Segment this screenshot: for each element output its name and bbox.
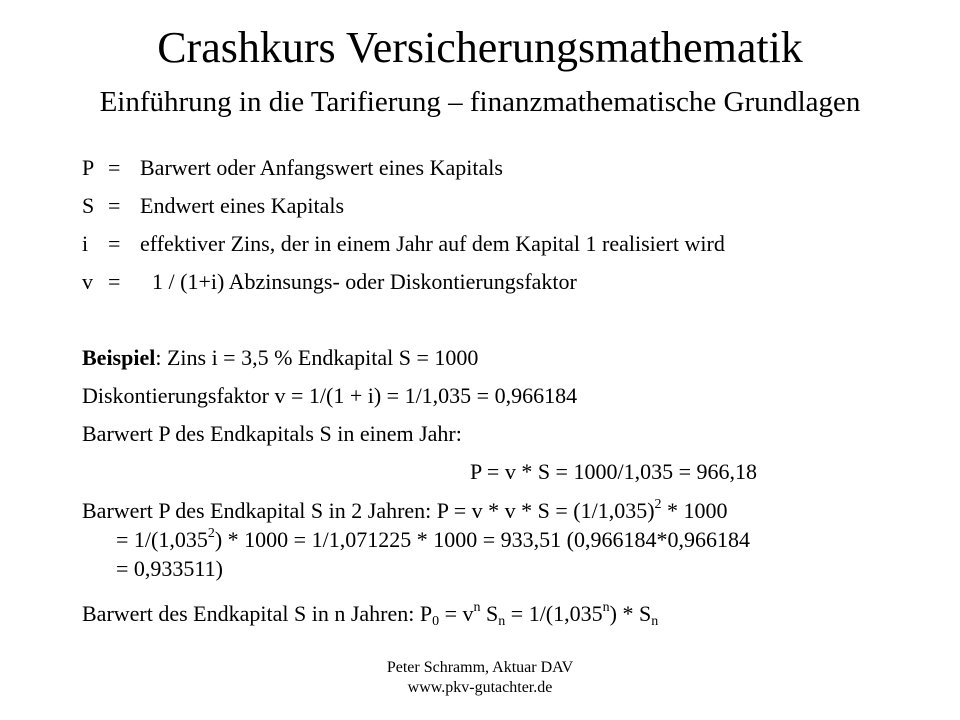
pvn-subscript: 0 bbox=[432, 614, 440, 629]
pv2-text: = 1/(1,035 bbox=[116, 527, 208, 552]
example-discount-factor: Diskontierungsfaktor v = 1/(1 + i) = 1/1,035 = 0,966184 bbox=[82, 383, 578, 408]
pvn-superscript: n bbox=[473, 600, 481, 615]
definition-equals: = bbox=[108, 193, 121, 218]
pvn-text: Barwert des Endkapital S in n Jahren: P bbox=[82, 601, 433, 626]
definition-text: Endwert eines Kapitals bbox=[140, 193, 345, 218]
definition-symbol: i bbox=[82, 231, 89, 256]
example-present-value-2-line-3: = 0,933511) bbox=[116, 556, 223, 581]
example-present-value-n bbox=[82, 600, 658, 628]
example-present-value-2-line-2 bbox=[116, 526, 750, 554]
pv2-text-end: ) * 1000 = 1/1,071225 * 1000 = 933,51 (0,966184*0,966184 bbox=[214, 527, 750, 552]
example-intro-text: : Zins i = 3,5 % Endkapital S = 1000 bbox=[155, 345, 479, 370]
pvn-text: = v bbox=[439, 601, 474, 626]
pvn-subscript: n bbox=[498, 614, 506, 629]
pvn-subscript: n bbox=[651, 614, 659, 629]
definition-equals: = bbox=[108, 231, 121, 256]
example-present-value-1-formula: P = v * S = 1000/1,035 = 966,18 bbox=[470, 459, 757, 484]
definition-v bbox=[82, 268, 577, 296]
pv2-text-end: * 1000 bbox=[661, 498, 728, 523]
definition-text: Barwert oder Anfangswert eines Kapitals bbox=[140, 155, 503, 180]
slide-title: Crashkurs Versicherungsmathematik bbox=[157, 23, 803, 72]
pvn-superscript: n bbox=[602, 600, 610, 615]
definition-s bbox=[82, 192, 344, 220]
footer-author: Peter Schramm, Aktuar DAV bbox=[386, 659, 574, 676]
definition-i bbox=[82, 230, 725, 258]
slide-subtitle: Einführung in die Tarifierung – finanzmathematische Grundlagen bbox=[99, 86, 861, 118]
definition-p bbox=[82, 154, 503, 182]
pv2-exponent: 2 bbox=[207, 526, 215, 541]
example-label: Beispiel bbox=[82, 345, 156, 370]
example-intro bbox=[82, 344, 478, 372]
definition-equals: = bbox=[108, 155, 121, 180]
footer-website[interactable]: www.pkv-gutachter.de bbox=[407, 679, 553, 696]
pvn-text: S bbox=[480, 601, 499, 626]
pvn-text: ) * S bbox=[609, 601, 652, 626]
footer bbox=[0, 658, 960, 698]
definition-symbol: P bbox=[82, 155, 95, 180]
example-present-value-1-text: Barwert P des Endkapitals S in einem Jahr: bbox=[82, 421, 462, 446]
definition-symbol: v bbox=[82, 269, 93, 294]
example-present-value-2-line-1 bbox=[82, 497, 728, 525]
definition-equals: = bbox=[108, 269, 121, 294]
pv2-text: Barwert P des Endkapital S in 2 Jahren: P = v * v * S = (1/1,035) bbox=[82, 498, 655, 523]
definition-text: 1 / (1+i) Abzinsungs- oder Diskontierungsfaktor bbox=[152, 269, 577, 294]
pv2-exponent: 2 bbox=[654, 497, 662, 512]
pvn-text: = 1/(1,035 bbox=[505, 601, 603, 626]
definition-symbol: S bbox=[82, 193, 95, 218]
definition-text: effektiver Zins, der in einem Jahr auf dem Kapital 1 realisiert wird bbox=[140, 231, 725, 256]
